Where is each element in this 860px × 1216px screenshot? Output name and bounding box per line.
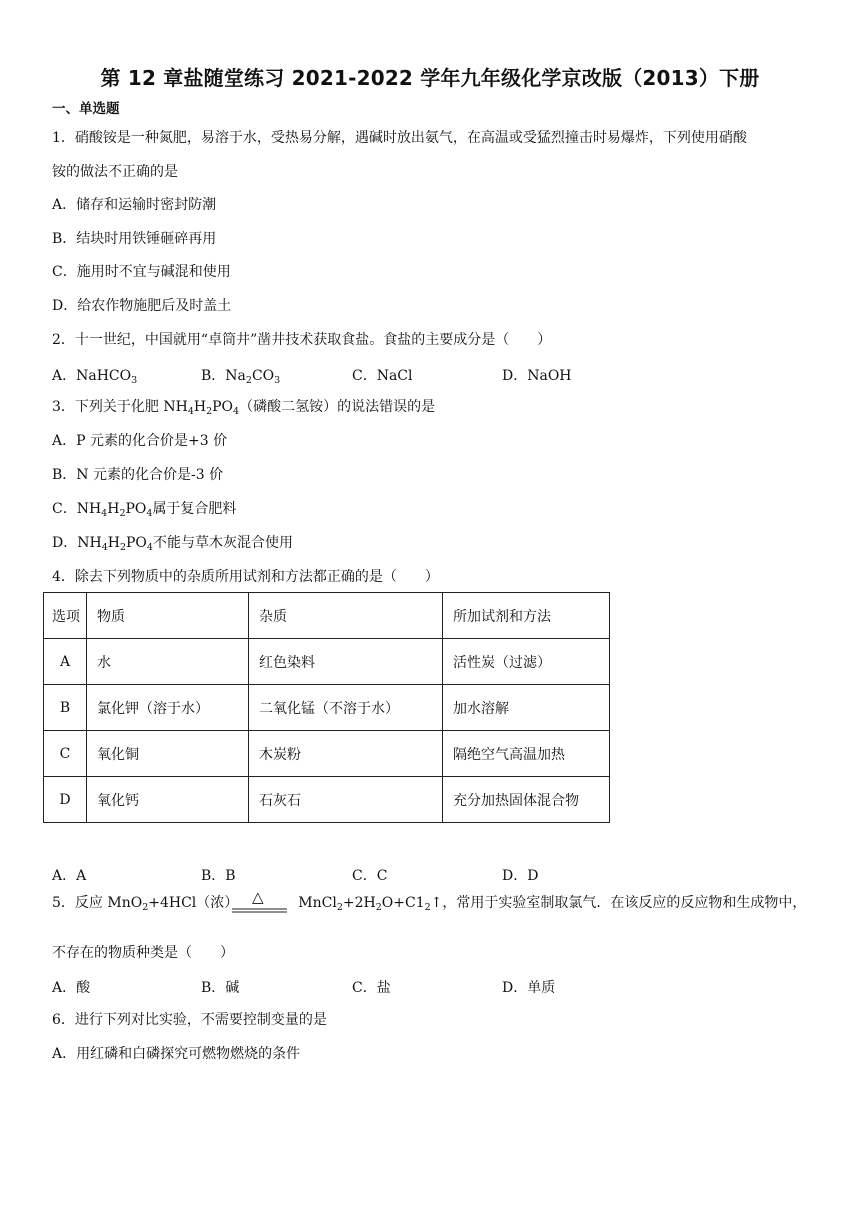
q5-options — [52, 977, 752, 995]
q2-option-a: A．NaHCO$_3$ — [52, 368, 138, 386]
q4-option-b: B．B — [201, 868, 236, 884]
table-cell: C — [44, 731, 87, 777]
q6-stem: 6．进行下列对比实验，不需要控制变量的是 — [52, 1012, 327, 1028]
table-cell: A — [44, 639, 87, 685]
table-cell: 活性炭（过滤） — [443, 639, 610, 685]
table-cell: 氯化钾（溶于水） — [87, 685, 249, 731]
section-heading: 一、单选题 — [52, 101, 120, 117]
q1-option-d: D．给农作物施肥后及时盖土 — [52, 298, 232, 314]
table-cell: 红色染料 — [249, 639, 443, 685]
q3-option-c: C．$NH_4H_2PO_4$属于复合肥料 — [52, 501, 237, 519]
q3-stem: 3．下列关于化肥 $NH_4H_2PO_4$（磷酸二氢铵）的说法错误的是 — [52, 399, 436, 417]
q3-option-d: D．$NH_4H_2PO_4$不能与草木灰混合使用 — [52, 535, 293, 553]
heating-condition-arrow — [231, 889, 288, 919]
q2-option-d: D．NaOH — [502, 368, 572, 384]
page-title: 第 12 章盐随堂练习 2021-2022 学年九年级化学京改版（2013）下册 — [100, 66, 760, 90]
delta-symbol: △ — [252, 888, 264, 906]
q1-option-b: B．结块时用铁锤砸碎再用 — [52, 231, 217, 247]
q5-option-c: C．盐 — [352, 980, 391, 996]
table-row — [44, 685, 610, 731]
q5-stem-line2: 不存在的物质种类是（ ） — [52, 945, 234, 961]
table-row — [44, 731, 610, 777]
table-cell: 加水溶解 — [443, 685, 610, 731]
table-row — [44, 639, 610, 685]
q1-option-a: A．储存和运输时密封防潮 — [52, 197, 217, 213]
q1-option-c: C．施用时不宜与碱混和使用 — [52, 264, 231, 280]
table-header-row — [44, 593, 610, 639]
table-cell: 充分加热固体混合物 — [443, 777, 610, 823]
q4-option-c: C．C — [352, 868, 388, 884]
double-line-icon — [231, 889, 288, 919]
table-header-cell: 物质 — [87, 593, 249, 639]
q5-stem-line1: 5．反应 MnO$_2$+4HCl（浓） $MnCl_2+2H_2O+C1_2↑$，常用于实验室制取氯气．在该反应的反应物和生成物中， — [52, 895, 807, 913]
table-header-cell: 选项 — [44, 593, 87, 639]
q3-option-a: A．P 元素的化合价是+3 价 — [52, 433, 228, 449]
q4-option-a: A．A — [52, 868, 87, 884]
table-cell: 氧化钙 — [87, 777, 249, 823]
q2-options — [52, 365, 752, 386]
q2-option-b: B．$Na_2CO_3$ — [201, 368, 281, 386]
table-cell: 二氧化锰（不溶于水） — [249, 685, 443, 731]
table-header-cell: 杂质 — [249, 593, 443, 639]
q5-option-d: D．单质 — [502, 980, 556, 996]
q4-stem: 4．除去下列物质中的杂质所用试剂和方法都正确的是（ ） — [52, 569, 439, 585]
q5-option-a: A．酸 — [52, 980, 91, 996]
q4-option-d: D．D — [502, 868, 539, 884]
q4-options — [52, 865, 752, 883]
q6-option-a: A．用红磷和白磷探究可燃物燃烧的条件 — [52, 1046, 301, 1062]
table-cell: 氧化铜 — [87, 731, 249, 777]
table-cell: 木炭粉 — [249, 731, 443, 777]
table-cell: D — [44, 777, 87, 823]
q2-option-c: C．NaCl — [352, 368, 413, 384]
table-cell: 石灰石 — [249, 777, 443, 823]
q1-stem-line1: 1．硝酸铵是一种氮肥，易溶于水，受热易分解，遇碱时放出氨气，在高温或受猛烈撞击时易爆炸，下列使用硝酸 — [52, 130, 747, 146]
q3-option-b: B．N 元素的化合价是-3 价 — [52, 467, 224, 483]
table-cell: 水 — [87, 639, 249, 685]
table-row — [44, 777, 610, 823]
table-cell: B — [44, 685, 87, 731]
q2-stem: 2．十一世纪，中国就用“卓筒井”凿井技术获取食盐。食盐的主要成分是（ ） — [52, 332, 552, 348]
q4-table — [43, 592, 610, 823]
table-header-cell: 所加试剂和方法 — [443, 593, 610, 639]
q1-stem-line2: 铵的做法不正确的是 — [52, 164, 178, 180]
q5-option-b: B．碱 — [201, 980, 240, 996]
table-cell: 隔绝空气高温加热 — [443, 731, 610, 777]
